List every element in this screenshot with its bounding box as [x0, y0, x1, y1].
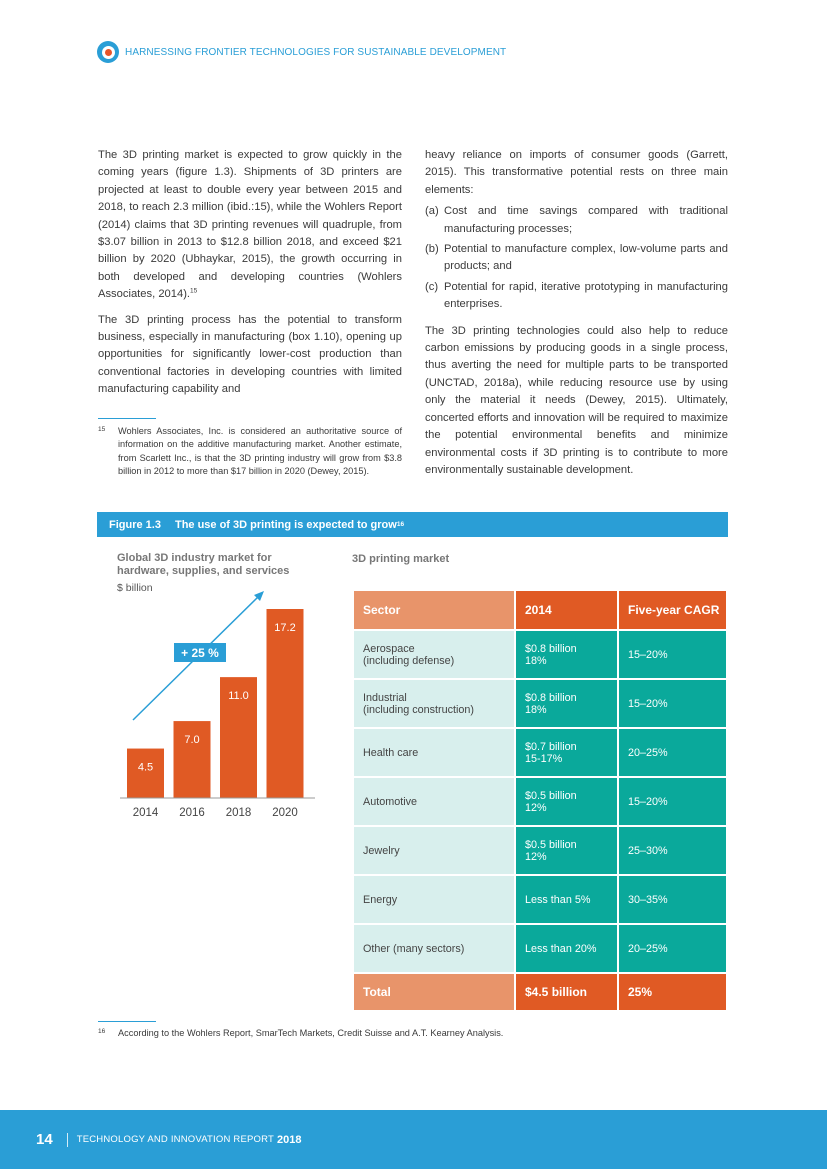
footnote-number: 15 — [98, 426, 106, 433]
bar-value-label: 17.2 — [274, 622, 296, 634]
x-tick-label: 2020 — [272, 807, 298, 819]
cell-line: $0.7 billion — [525, 740, 577, 753]
list-text: Cost and time savings compared with traditional manufacturing processes; — [444, 205, 728, 235]
list-item — [425, 241, 728, 276]
cell-2014 — [515, 826, 618, 875]
chart-unit: $ billion — [117, 582, 153, 594]
header-cagr: Five-year CAGR — [618, 590, 727, 630]
footnote-text: According to the Wohlers Report, SmarTech Markets, Credit Suisse and A.T. Kearney Analysis. — [118, 1028, 504, 1038]
cell-sector — [353, 728, 515, 777]
bar-chart — [110, 580, 320, 825]
footnote-16 — [98, 1027, 728, 1040]
cell-line: (including construction) — [363, 703, 475, 716]
cell-2014 — [515, 875, 618, 924]
list-marker: (a) — [425, 205, 439, 218]
cell-line: 18% — [525, 703, 547, 716]
cell-line: Less than 20% — [525, 942, 597, 955]
list-text: Potential to manufacture complex, low-volume parts and products; and — [444, 243, 728, 273]
total-cagr: 25% — [618, 973, 727, 1011]
cell-sector — [353, 875, 515, 924]
header-2014: 2014 — [515, 590, 618, 630]
header-sector: Sector — [353, 590, 515, 630]
cell-2014 — [515, 630, 618, 679]
total-sector: Total — [353, 973, 515, 1011]
footnote-ref-15[interactable]: 15 — [190, 287, 198, 295]
bar-2020 — [267, 609, 304, 798]
cell-line: $0.5 billion — [525, 789, 577, 802]
target-icon — [97, 41, 119, 63]
x-tick-label: 2016 — [179, 807, 205, 819]
cell-line: Industrial — [363, 691, 407, 704]
chart-title: Global 3D industry market for hardware, supplies, and services — [117, 552, 290, 577]
cell-2014 — [515, 728, 618, 777]
cell-2014 — [515, 777, 618, 826]
list-marker: (b) — [425, 243, 439, 256]
page-number: 14 — [36, 1131, 53, 1148]
cell-line: Less than 5% — [525, 893, 591, 906]
footer-separator — [67, 1133, 68, 1147]
list-item — [425, 203, 728, 238]
cell-line: $0.8 billion — [525, 691, 577, 704]
cell-2014 — [515, 679, 618, 728]
right-paragraph-2: The 3D printing technologies could also help to reduce carbon emissions by producing goods in a single process, thus averting the need for multiple parts to be transported (UNCTAD, 2018a), while reducing resource use by using only the material it needs (Dewey, 2015). Ultimately, concerted efforts and innovation will be required to maximize the potential environmental benefits and minimize environmental costs if 3D printing is to contribute to more environmentally sustainable development. — [425, 324, 728, 476]
figure-number: Figure 1.3 — [109, 518, 161, 531]
bar-value-label: 4.5 — [137, 761, 154, 774]
table-row — [353, 679, 727, 728]
table-row — [353, 924, 727, 973]
cell-sector — [353, 679, 515, 728]
total-2014: $4.5 billion — [515, 973, 618, 1011]
x-tick-label: 2014 — [132, 807, 159, 819]
cell-sector — [353, 924, 515, 973]
table-row — [353, 777, 727, 826]
cell-line: Energy — [363, 893, 398, 906]
cell-line: 15-17% — [525, 752, 563, 765]
left-paragraph-1: The 3D printing market is expected to grow quickly in the coming years (figure 1.3). Shipments of 3D printers are projected at least to double every year between 2015 and 2018, to reach 2.3 million (ibid.:15), while the Wohlers Report (2014) claims that 3D printing revenues will quadruple, from $3.07 billion in 2013 to $12.8 billion 2018, and exceed $21 billion by 2020 (Ubhaykar, 2015), the growth occurring in both developed and developing countries (Wohlers Associates, 2014).$^{15}$ — [98, 149, 402, 301]
cell-cagr: 15–20% — [618, 630, 727, 679]
table-total-row — [353, 973, 727, 1011]
cell-line: Health care — [363, 746, 419, 759]
cell-line: (including defense) — [363, 654, 455, 667]
footnote-15 — [98, 425, 402, 479]
left-paragraph-2: The 3D printing process has the potential to transform business, especially in manufacturing (box 1.10), opening up opportunities for significantly lower-cost production than conventional factories in developing countries with limited manufacturing capability and — [98, 313, 402, 396]
table-row — [353, 630, 727, 679]
cell-line: $0.8 billion — [525, 642, 577, 655]
page-footer — [0, 1110, 827, 1169]
cell-line: Other (many sectors) — [363, 942, 465, 955]
elements-list — [425, 203, 728, 313]
growth-label: + 25 % — [181, 646, 219, 660]
cell-line: Automotive — [363, 795, 418, 808]
bar-value-label: 7.0 — [184, 734, 200, 747]
cell-2014 — [515, 924, 618, 973]
footnote-rule — [98, 418, 156, 419]
cell-cagr: 15–20% — [618, 679, 727, 728]
cell-cagr: 25–30% — [618, 826, 727, 875]
footnote-text: Wohlers Associates, Inc. is considered an authoritative source of information on the additive manufacturing market. Another estimate, from Scarlett Inc., is that the 3D printing industry will grow from $3.8 billion in 2012 to more than $17 billion in 2020 (Dewey, 2015). — [118, 426, 402, 477]
cell-line: $0.5 billion — [525, 838, 577, 851]
table-title: 3D printing market — [352, 553, 450, 565]
cell-line: 12% — [525, 850, 547, 863]
table-header-row — [353, 590, 727, 630]
table-row — [353, 875, 727, 924]
list-marker: (c) — [425, 280, 439, 293]
bar-2016 — [174, 721, 211, 798]
left-column — [98, 147, 402, 407]
cell-cagr: 15–20% — [618, 777, 727, 826]
list-text: Potential for rapid, iterative prototyping in manufacturing enterprises. — [444, 280, 728, 311]
list-item — [425, 279, 728, 314]
cell-cagr: 30–35% — [618, 875, 727, 924]
footnote-number: 16 — [98, 1028, 106, 1035]
cell-line: Jewelry — [363, 844, 400, 857]
report-title: TECHNOLOGY AND INNOVATION REPORT — [76, 1134, 274, 1145]
cell-line: Aerospace — [363, 642, 415, 655]
bar-value-label: 11.0 — [228, 690, 249, 703]
cell-cagr: 20–25% — [618, 924, 727, 973]
header-title: HARNESSING FRONTIER TECHNOLOGIES FOR SUSTAINABLE DEVELOPMENT — [125, 46, 507, 58]
cell-cagr: 20–25% — [618, 728, 727, 777]
x-tick-label: 2018 — [225, 807, 252, 819]
table-row — [353, 826, 727, 875]
cell-line: 12% — [525, 801, 547, 814]
footnote-rule-2 — [98, 1021, 156, 1022]
table-row — [353, 728, 727, 777]
running-header — [97, 41, 506, 63]
cell-line: 18% — [525, 654, 547, 667]
market-table — [352, 589, 728, 1012]
right-paragraph-1: heavy reliance on imports of consumer goods (Garrett, 2015). This transformative potential rests on three main elements: — [425, 149, 728, 196]
figure-caption-bar: Figure 1.3 The use of 3D printing is expected to grow 16 — [97, 512, 728, 537]
cell-sector — [353, 777, 515, 826]
cell-sector — [353, 630, 515, 679]
right-column — [425, 147, 728, 487]
cell-sector — [353, 826, 515, 875]
report-year: 2018 — [277, 1133, 302, 1146]
figure-title: The use of 3D printing is expected to grow — [174, 518, 397, 531]
